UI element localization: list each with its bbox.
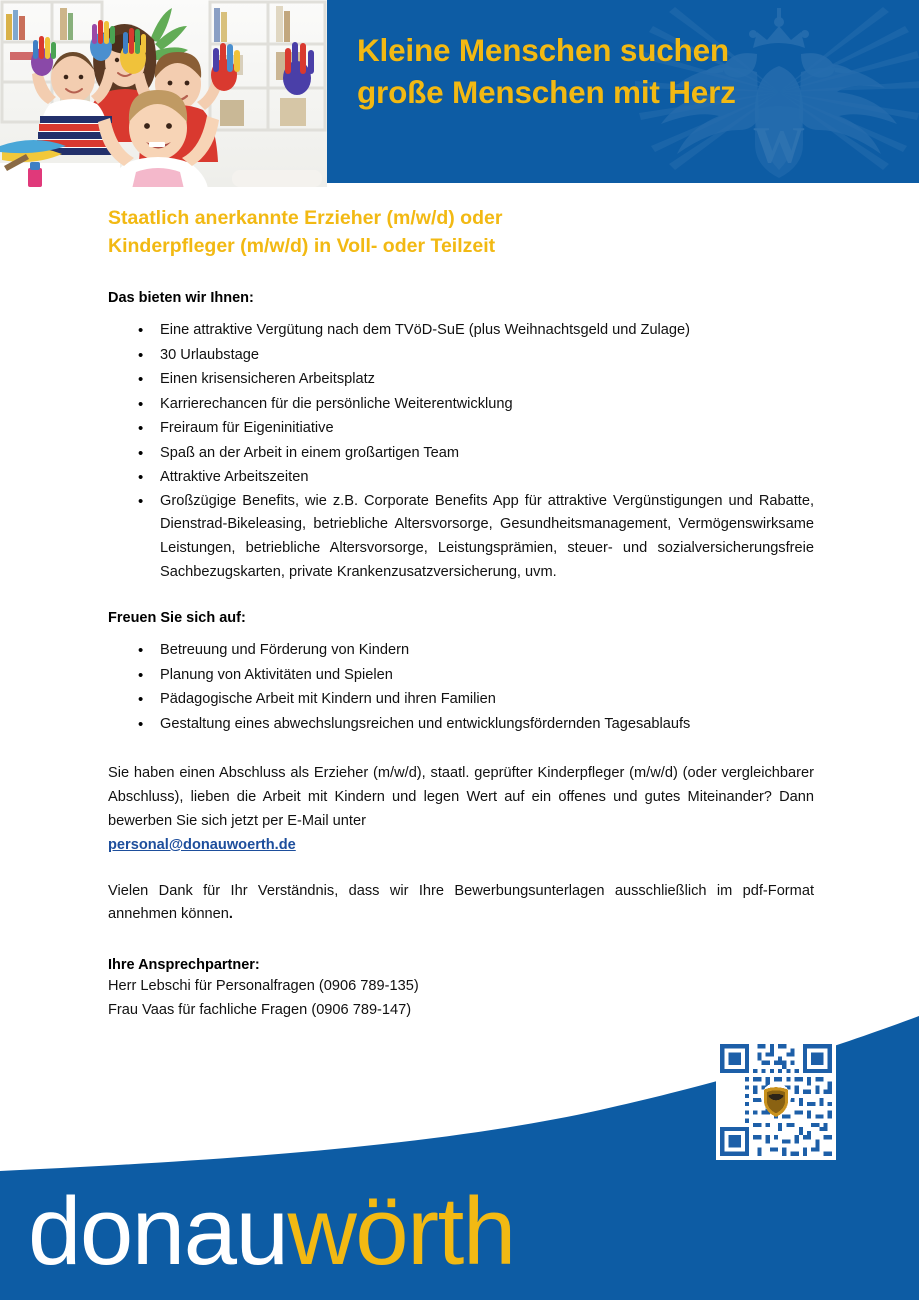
job-title-line2: Kinderpfleger (m/w/d) in Voll- oder Teilzeit	[108, 235, 496, 258]
list-item: • Großzügige Benefits, wie z.B. Corporate Benefits App für attraktive Vergünstigungen und Rabatte, Dienstrad-Bikeleasing, betriebliche Altersvorsorge, Gesundheitsmanagement, Vermögenswirksame Leistungen, betriebliche Altersvorsorge, Leistungsprämien, steuer- und sozialversicherungsfreie Sachbezugskarten, private Krankenzusatzversicherung, uvm.	[160, 490, 814, 585]
list-item: • Attraktive Arbeitszeiten	[160, 465, 814, 490]
list-item: • Gestaltung eines abwechslungsreichen und entwicklungsfördernden Tagesablaufs	[160, 712, 814, 737]
contact-line: Herr Lebschi für Personalfragen (0906 789-135)	[108, 978, 419, 995]
pdf-note-paragraph	[108, 880, 814, 928]
pdf-note-period: .	[228, 906, 233, 923]
page-header	[0, 0, 919, 187]
tasks-heading: Freuen Sie sich auf:	[108, 610, 246, 627]
list-item: • Eine attraktive Vergütung nach dem TVöD-SuE (plus Weihnachtsgeld und Zulage)	[160, 318, 814, 343]
list-item: • Pädagogische Arbeit mit Kindern und ihren Familien	[160, 687, 814, 712]
list-item: • Einen krisensicheren Arbeitsplatz	[160, 367, 814, 392]
header-title-line1: Kleine Menschen suchen	[357, 32, 729, 68]
offer-list	[108, 318, 814, 584]
job-title	[108, 204, 814, 260]
qr-code-icon	[716, 1040, 836, 1160]
list-item: • Planung von Aktivitäten und Spielen	[160, 663, 814, 688]
job-title-line1: Staatlich anerkannte Erzieher (m/w/d) oder	[108, 207, 503, 229]
email-link[interactable]: personal@donauwoerth.de	[108, 836, 296, 853]
city-logo-part-woerth: wörth	[287, 1178, 515, 1285]
application-paragraph	[108, 762, 814, 857]
main-content	[108, 204, 814, 1022]
list-item: • Karrierechancen für die persönliche Weiterentwicklung	[160, 392, 814, 417]
offer-heading: Das bieten wir Ihnen:	[108, 290, 254, 307]
header-title-line2: große Menschen mit Herz	[357, 73, 736, 110]
header-title	[357, 30, 897, 114]
qr-code[interactable]	[716, 1040, 836, 1160]
application-paragraph-text: Sie haben einen Abschluss als Erzieher (m/w/d), staatl. geprüfter Kinderpfleger (m/w/d) (oder vergleichbarer Abschluss), lieben die Arbeit mit Kindern und legen Wert auf ein offenes und gutes Miteinander? Dann bewerben Sie sich jetzt per E-Mail unter	[108, 765, 814, 829]
pdf-note-text: Vielen Dank für Ihr Verständnis, dass wir Ihre Bewerbungsunterlagen ausschließlich im pdf-Format annehmen können	[108, 882, 814, 923]
list-item: • 30 Urlaubstage	[160, 343, 814, 368]
header-photo	[0, 0, 327, 187]
list-item: • Freiraum für Eigeninitiative	[160, 416, 814, 441]
contact-line: Frau Vaas für fachliche Fragen (0906 789-147)	[108, 1001, 412, 1018]
header-blue-band	[327, 0, 919, 183]
contact-heading: Ihre Ansprechpartner:	[108, 957, 260, 974]
teacher-and-children-photo-illustration	[0, 0, 327, 187]
city-logo	[28, 1178, 515, 1285]
svg-text:W: W	[753, 117, 805, 174]
list-item: • Betreuung und Förderung von Kindern	[160, 638, 814, 663]
list-item: • Spaß an der Arbeit in einem großartigen Team	[160, 441, 814, 466]
tasks-list	[108, 638, 814, 736]
city-logo-part-donau: donau	[28, 1178, 288, 1285]
